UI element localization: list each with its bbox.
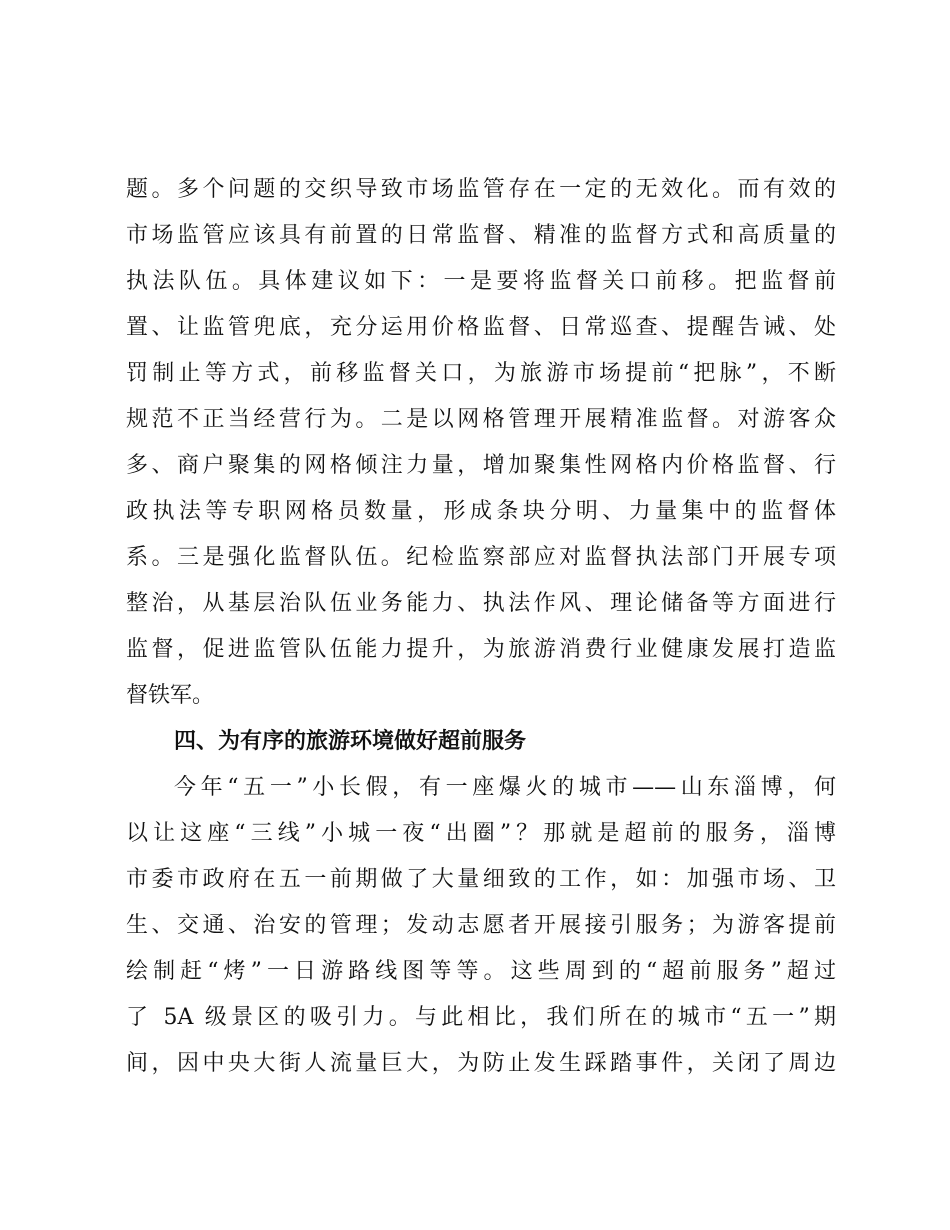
paragraph-line: 监督，促进监管队伍能力提升，为旅游消费行业健康发展打造监	[126, 637, 836, 662]
paragraph-line: 多、商户聚集的网格倾注力量，增加聚集性网格内价格监督、行	[126, 453, 836, 478]
paragraph-line: 政执法等专职网格员数量，形成条块分明、力量集中的监督体	[126, 499, 836, 524]
paragraph-line: 置、让监管兜底，充分运用价格监督、日常巡查、提醒告诫、处	[126, 315, 836, 340]
paragraph-line: 题。多个问题的交织导致市场监管存在一定的无效化。而有效的	[126, 177, 836, 202]
paragraph-line: 市委市政府在五一前期做了大量细致的工作，如：加强市场、卫	[126, 867, 836, 892]
section-heading: 四、为有序的旅游环境做好超前服务	[174, 729, 527, 754]
paragraph-line: 间，因中央大街人流量巨大，为防止发生踩踏事件，关闭了周边	[126, 1051, 836, 1076]
paragraph-line: 罚制止等方式，前移监督关口，为旅游市场提前“把脉”，不断	[126, 361, 836, 386]
paragraph-line: 整治，从基层治队伍业务能力、执法作风、理论储备等方面进行	[126, 591, 836, 616]
paragraph-line: 绘制赶“烤”一日游路线图等等。这些周到的“超前服务”超过	[126, 959, 836, 984]
paragraph-line: 规范不正当经营行为。二是以网格管理开展精准监督。对游客众	[126, 407, 836, 432]
paragraph-line: 生、交通、治安的管理；发动志愿者开展接引服务；为游客提前	[126, 913, 836, 938]
paragraph-line: 市场监管应该具有前置的日常监督、精准的监督方式和高质量的	[126, 223, 836, 248]
paragraph-line: 今年“五一”小长假，有一座爆火的城市——山东淄博，何	[174, 775, 836, 800]
paragraph-line: 了 5A 级景区的吸引力。与此相比，我们所在的城市“五一”期	[126, 1005, 836, 1030]
paragraph-line: 以让这座“三线”小城一夜“出圈”？那就是超前的服务，淄博	[126, 821, 836, 846]
paragraph-line: 系。三是强化监督队伍。纪检监察部应对监督执法部门开展专项	[126, 545, 836, 570]
paragraph-line: 执法队伍。具体建议如下：一是要将监督关口前移。把监督前	[126, 269, 836, 294]
paragraph-line: 督铁军。	[126, 683, 215, 708]
